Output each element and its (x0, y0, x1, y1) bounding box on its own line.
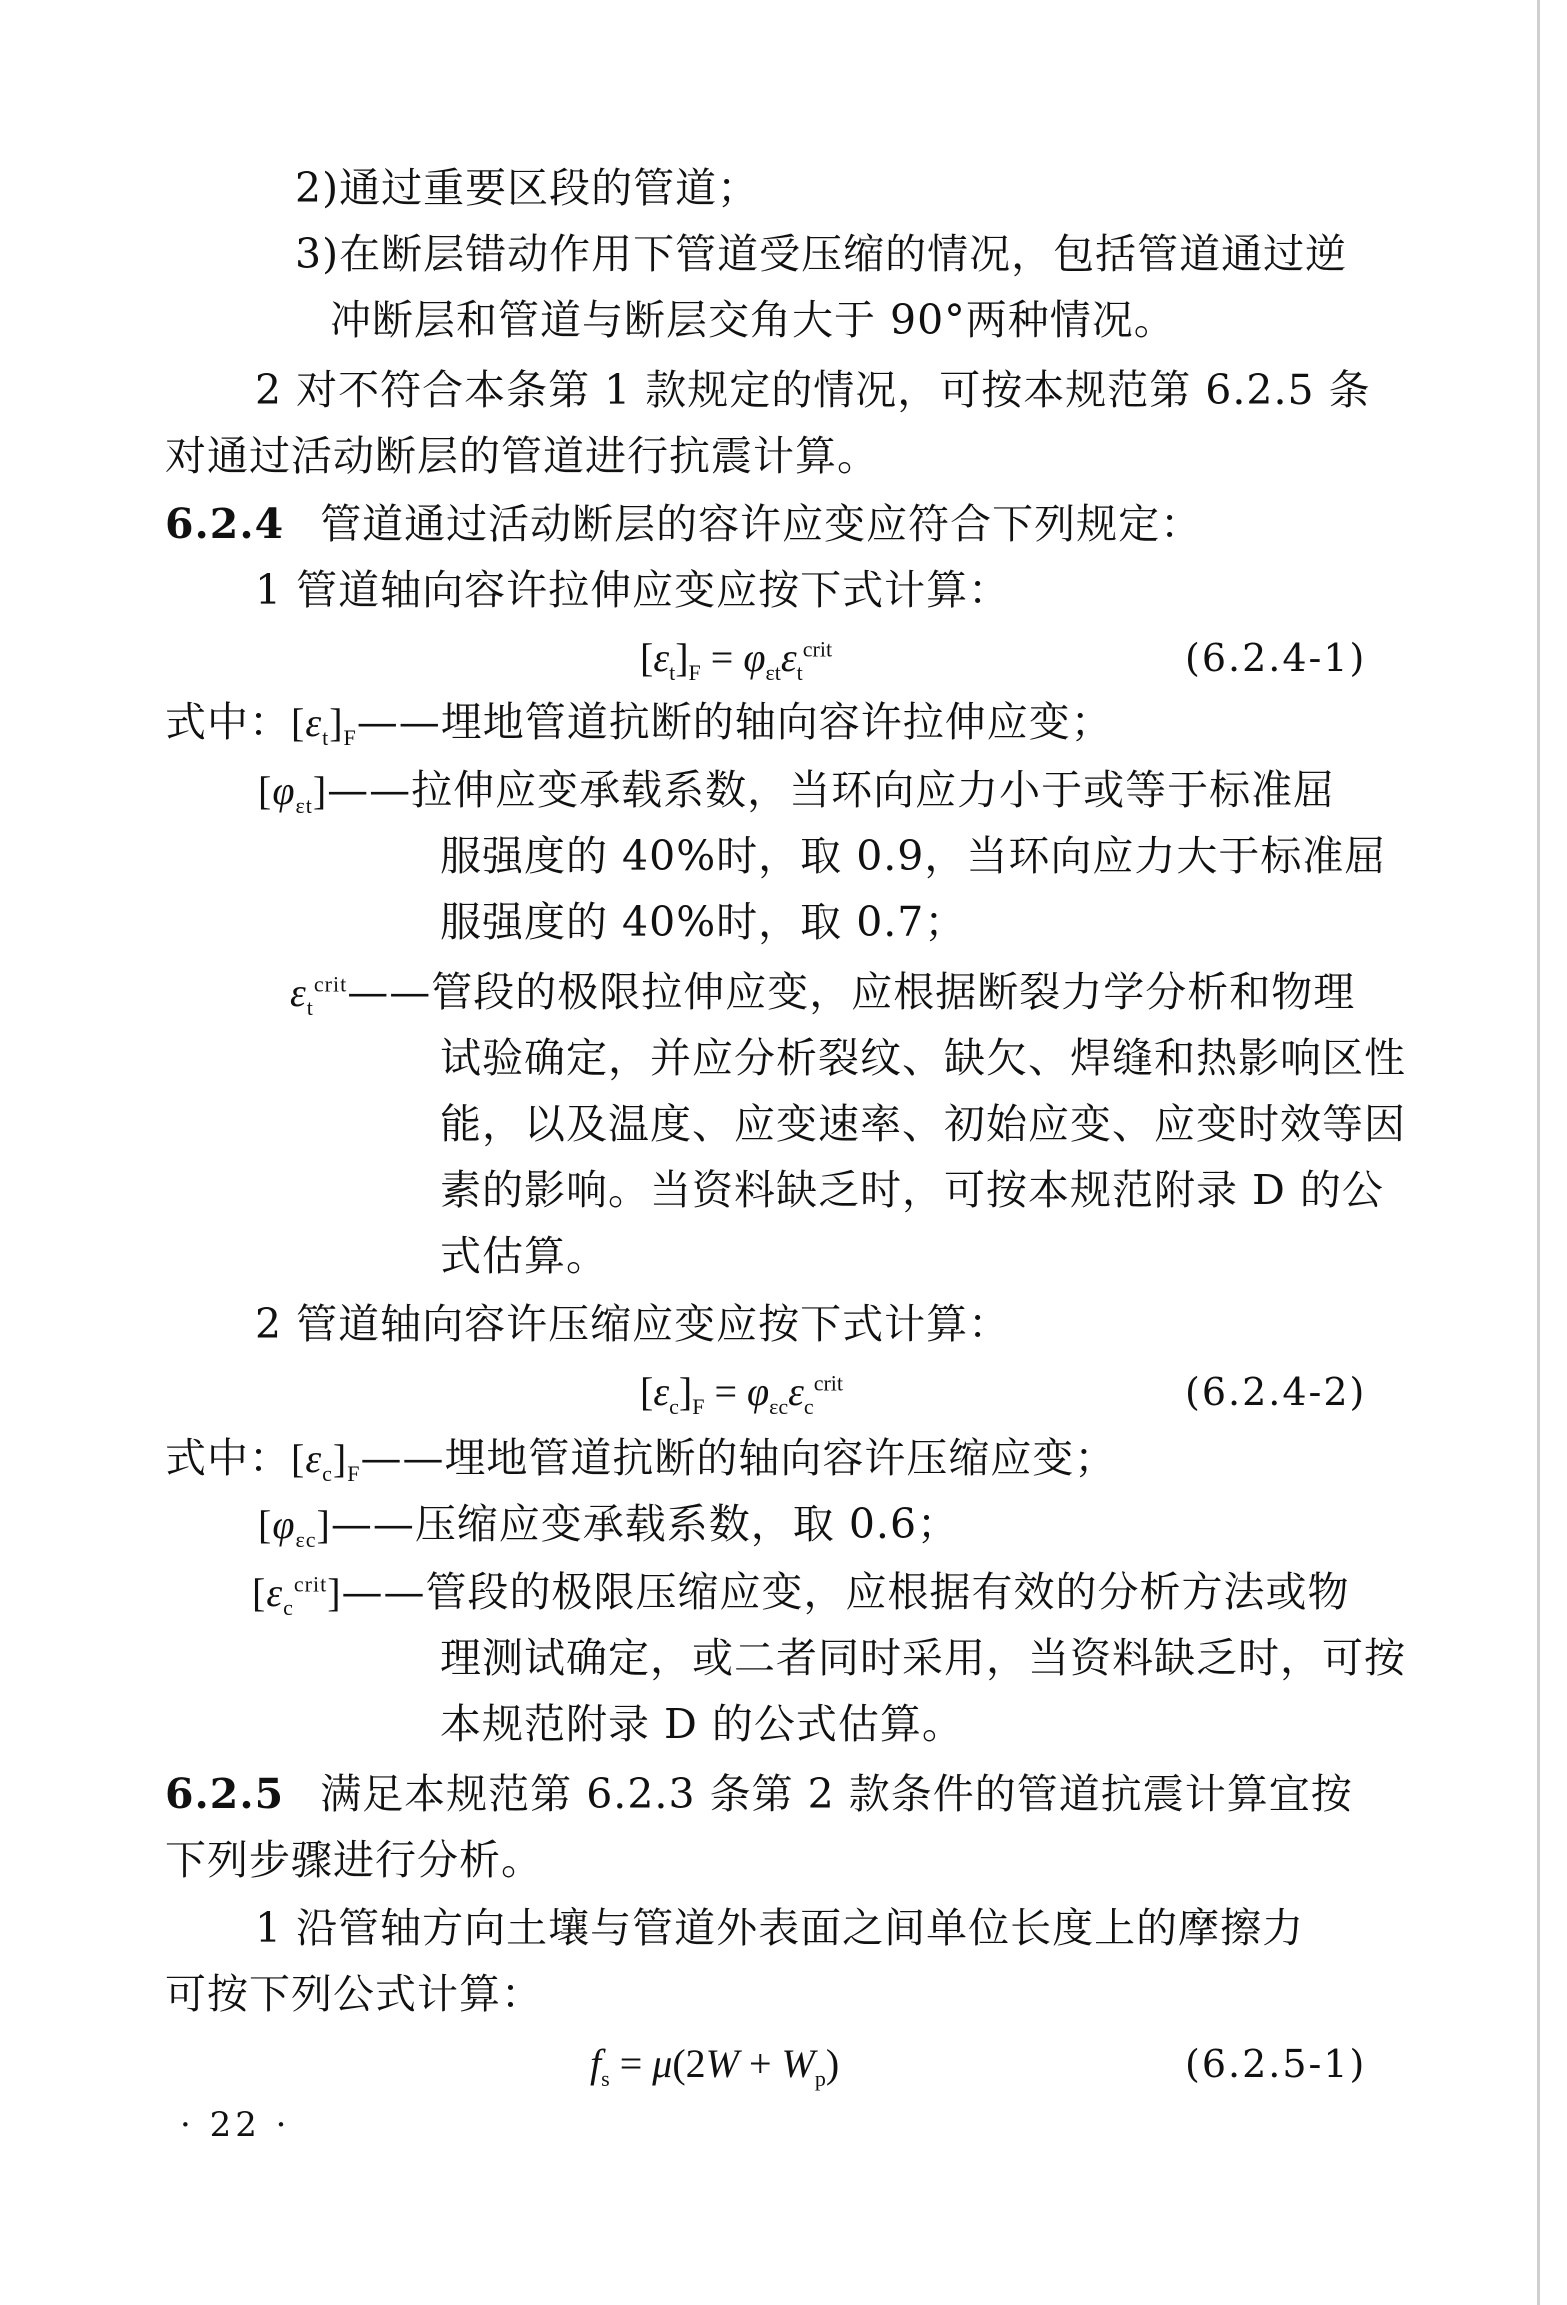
text-line: 2)通过重要区段的管道； (295, 164, 760, 212)
page-number: · 22 · (180, 2105, 291, 2145)
text-line: 式估算。 (440, 1232, 608, 1280)
formula-6-2-4-2: $[\varepsilon_c]_F = \varphi_{\varepsilon c}\varepsilon_c^{crit}$ (640, 1369, 844, 1419)
text-line: 1 沿管轴方向土壤与管道外表面之间单位长度上的摩擦力 (255, 1904, 1305, 1952)
text-line: 本规范附录 D 的公式估算。 (440, 1700, 964, 1748)
formula-number: (6.2.4-2) (1185, 1370, 1367, 1414)
text-line: 2 管道轴向容许压缩应变应按下式计算： (255, 1300, 1011, 1348)
text-line: 3)在断层错动作用下管道受压缩的情况，包括管道通过逆 (295, 230, 1348, 278)
definition-row: $[\varepsilon_c^{crit}]——$管段的极限压缩应变，应根据有效的分析方法或物 (252, 1568, 1350, 1620)
definition-row: 式中：$[\varepsilon_c]_F——$埋地管道抗断的轴向容许压缩应变； (165, 1434, 1117, 1486)
clause-number: 6.2.5 (165, 1770, 285, 1818)
definition-row: $[\varphi_{\varepsilon t}]——$拉伸应变承载系数，当环向应力小于或等于标准屈 (258, 766, 1336, 818)
text-line: 能，以及温度、应变速率、初始应变、应变时效等因 (440, 1100, 1406, 1148)
page-edge-line (1537, 0, 1540, 2305)
clause-heading (165, 494, 1202, 554)
text-line: 素的影响。当资料缺乏时，可按本规范附录 D 的公 (440, 1166, 1384, 1214)
text-line: 服强度的 40%时，取 0.7； (440, 898, 967, 946)
formula-number: (6.2.4-1) (1185, 636, 1367, 680)
text-line: 冲断层和管道与断层交角大于 90°两种情况。 (330, 296, 1176, 344)
formula-6-2-4-1: $[\varepsilon_t]_F = \varphi_{\varepsilon t}\varepsilon_t^{crit}$ (640, 635, 833, 685)
text-line: 理测试确定，或二者同时采用，当资料缺乏时，可按 (440, 1634, 1406, 1682)
text-line: 服强度的 40%时，取 0.9，当环向应力大于标准屈 (440, 832, 1387, 880)
text-line: 试验确定，并应分析裂纹、缺欠、焊缝和热影响区性 (440, 1034, 1406, 1082)
text-line: 2 对不符合本条第 1 款规定的情况，可按本规范第 6.2.5 条 (255, 366, 1371, 414)
formula-number: (6.2.5-1) (1185, 2042, 1367, 2086)
text-line: 1 管道轴向容许拉伸应变应按下式计算： (255, 566, 1011, 614)
definition-row: 式中：$[\varepsilon_t]_F——$埋地管道抗断的轴向容许拉伸应变； (165, 698, 1113, 750)
clause-text: 满足本规范第 6.2.3 条第 2 款条件的管道抗震计算宜按 (320, 1770, 1353, 1818)
definition-row: $\varepsilon_t^{crit}——$管段的极限拉伸应变，应根据断裂力学分析和物理 (290, 968, 1356, 1020)
text-line: 下列步骤进行分析。 (165, 1836, 543, 1884)
text-line: 可按下列公式计算： (165, 1970, 543, 2018)
clause-text: 管道通过活动断层的容许应变应符合下列规定： (320, 500, 1203, 548)
clause-heading (165, 1764, 1353, 1824)
formula-6-2-5-1: $f_s = \mu(2W + W_p)$ (590, 2041, 840, 2091)
clause-number: 6.2.4 (165, 500, 285, 548)
text-line: 对通过活动断层的管道进行抗震计算。 (165, 432, 879, 480)
definition-row: $[\varphi_{\varepsilon c}]——$压缩应变承载系数，取 0.6； (258, 1500, 960, 1552)
